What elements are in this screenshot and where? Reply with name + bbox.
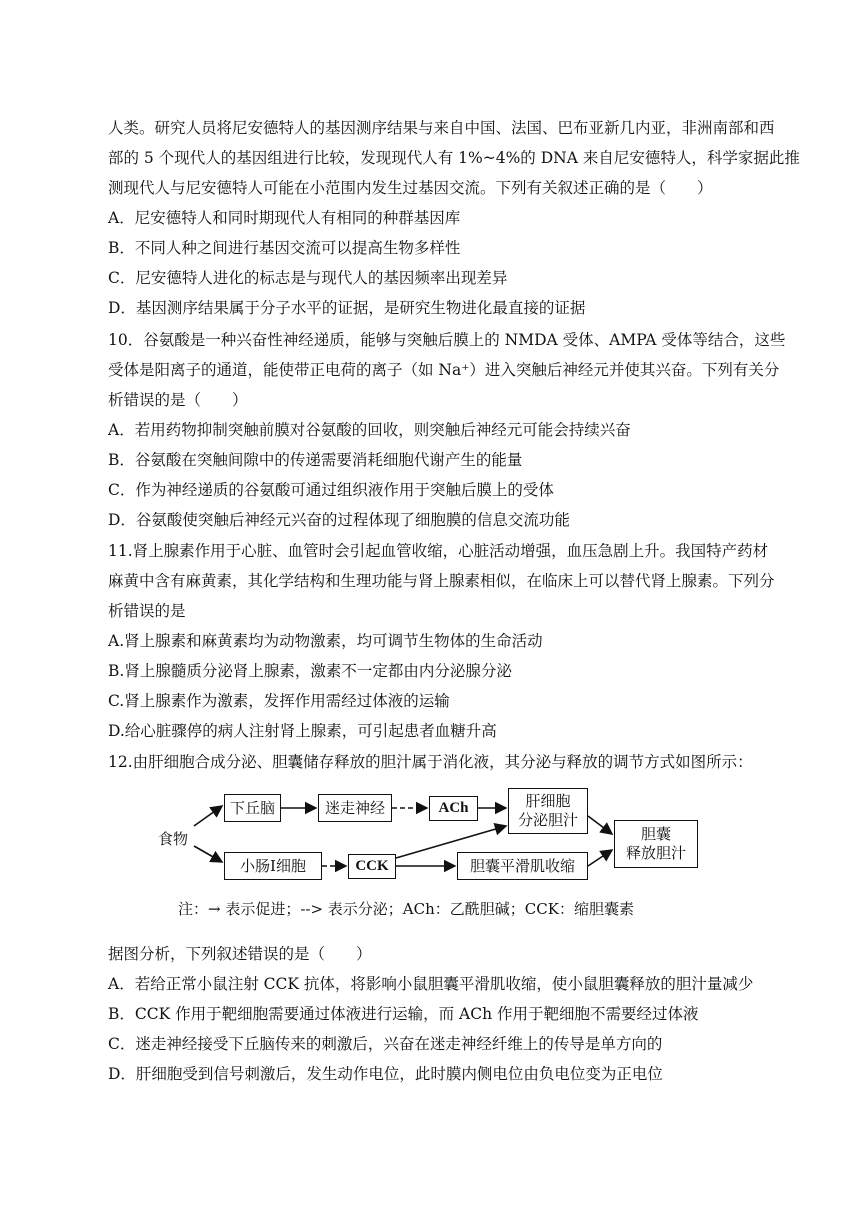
q10-option-c: C．作为神经递质的谷氨酸可通过组织液作用于突触后膜上的受体 [108,481,554,499]
gallbladder-release-box [614,820,698,868]
q9-option-b: B．不同人种之间进行基因交流可以提高生物多样性 [108,239,461,257]
q12-stem-line-2: 据图分析，下列叙述错误的是（ ） [108,945,372,963]
gallbladder-release-label-1: 胆囊 [640,825,671,843]
q9-option-a: A．尼安德特人和同时期现代人有相同的种群基因库 [108,209,461,227]
q11-stem-line-1: 11.肾上腺素作用于心脏、血管时会引起血管收缩，心脏活动增强，血压急剧上升。我国特产药材 [108,542,769,560]
q10-stem-line-3: 析错误的是（ ） [108,391,248,409]
q9-stem-line-3: 测现代人与尼安德特人可能在小范围内发生过基因交流。下列有关叙述正确的是（ ） [108,179,713,197]
cck-box [348,854,396,879]
q10-option-a: A．若用药物抑制突触前膜对谷氨酸的回收，则突触后神经元可能会持续兴奋 [108,421,631,439]
q10-option-b: B．谷氨酸在突触间隙中的传递需要消耗细胞代谢产生的能量 [108,451,523,469]
hypothalamus-box [224,794,281,822]
ach-box [429,796,478,821]
ach-label: ACh [438,800,469,816]
q11-option-b: B.肾上腺髓质分泌肾上腺素，激素不一定都由内分泌腺分泌 [108,662,512,680]
cck-label: CCK [355,858,389,874]
intestine-cell-label: 小肠Ⅰ细胞 [240,856,306,875]
hypothalamus-label: 下丘脑 [229,798,275,817]
q9-option-c: C．尼安德特人进化的标志是与现代人的基因频率出现差异 [108,269,508,287]
gallbladder-release-label-2: 释放胆汁 [625,844,686,862]
food-label: 食物 [158,830,189,848]
intestine-cell-box [224,852,322,880]
q10-stem-line-2: 受体是阳离子的通道，能使带正电荷的离子（如 Na⁺）进入突触后神经元并使其兴奋。下列有关分 [108,361,780,379]
vagus-nerve-label: 迷走神经 [324,798,385,817]
q11-stem-line-3: 析错误的是 [108,602,186,620]
liver-cell-label-1: 肝细胞 [525,792,571,810]
q12-option-a: A．若给正常小鼠注射 CCK 抗体，将影响小鼠胆囊平滑肌收缩，使小鼠胆囊释放的胆汁量减少 [108,975,754,993]
gallbladder-muscle-label: 胆囊平滑肌收缩 [469,856,575,875]
q12-option-b: B．CCK 作用于靶细胞需要通过体液进行运输，而 ACh 作用于靶细胞不需要经过体液 [108,1005,699,1023]
q11-option-a: A.肾上腺素和麻黄素均为动物激素，均可调节生物体的生命活动 [108,632,543,650]
q9-stem-line-1: 人类。研究人员将尼安德特人的基因测序结果与来自中国、法国、巴布亚新几内亚，非洲南部和西 [108,119,775,137]
liver-cell-label-2: 分泌胆汁 [517,811,578,829]
diagram-legend-note: 注：→ 表示促进；--> 表示分泌；ACh：乙酰胆碱；CCK：缩胆囊素 [178,900,634,918]
q10-stem-line-1: 10．谷氨酸是一种兴奋性神经递质，能够与突触后膜上的 NMDA 受体、AMPA 受体等结合，这些 [108,331,786,349]
q10-option-d: D．谷氨酸使突触后神经元兴奋的过程体现了细胞膜的信息交流功能 [108,511,570,529]
q9-option-d: D．基因测序结果属于分子水平的证据，是研究生物进化最直接的证据 [108,299,586,317]
q11-option-c: C.肾上腺素作为激素，发挥作用需经过体液的运输 [108,692,450,710]
q11-stem-line-2: 麻黄中含有麻黄素，其化学结构和生理功能与肾上腺素相似，在临床上可以替代肾上腺素。下列分 [108,572,775,590]
vagus-nerve-box [318,794,392,822]
q12-stem-line-1: 12.由肝细胞合成分泌、胆囊储存释放的胆汁属于消化液，其分泌与释放的调节方式如图所示： [108,753,753,771]
q9-stem-line-2: 部的 5 个现代人的基因组进行比较，发现现代人有 1%~4%的 DNA 来自尼安德特人，科学家据此推 [108,149,800,167]
gallbladder-muscle-box [457,852,588,880]
liver-cell-box [508,788,588,834]
q12-option-d: D．肝细胞受到信号刺激后，发生动作电位，此时膜内侧电位由负电位变为正电位 [108,1065,663,1083]
q12-option-c: C．迷走神经接受下丘脑传来的刺激后，兴奋在迷走神经纤维上的传导是单方向的 [108,1035,663,1053]
q11-option-d: D.给心脏骤停的病人注射肾上腺素，可引起患者血糖升高 [108,722,497,740]
